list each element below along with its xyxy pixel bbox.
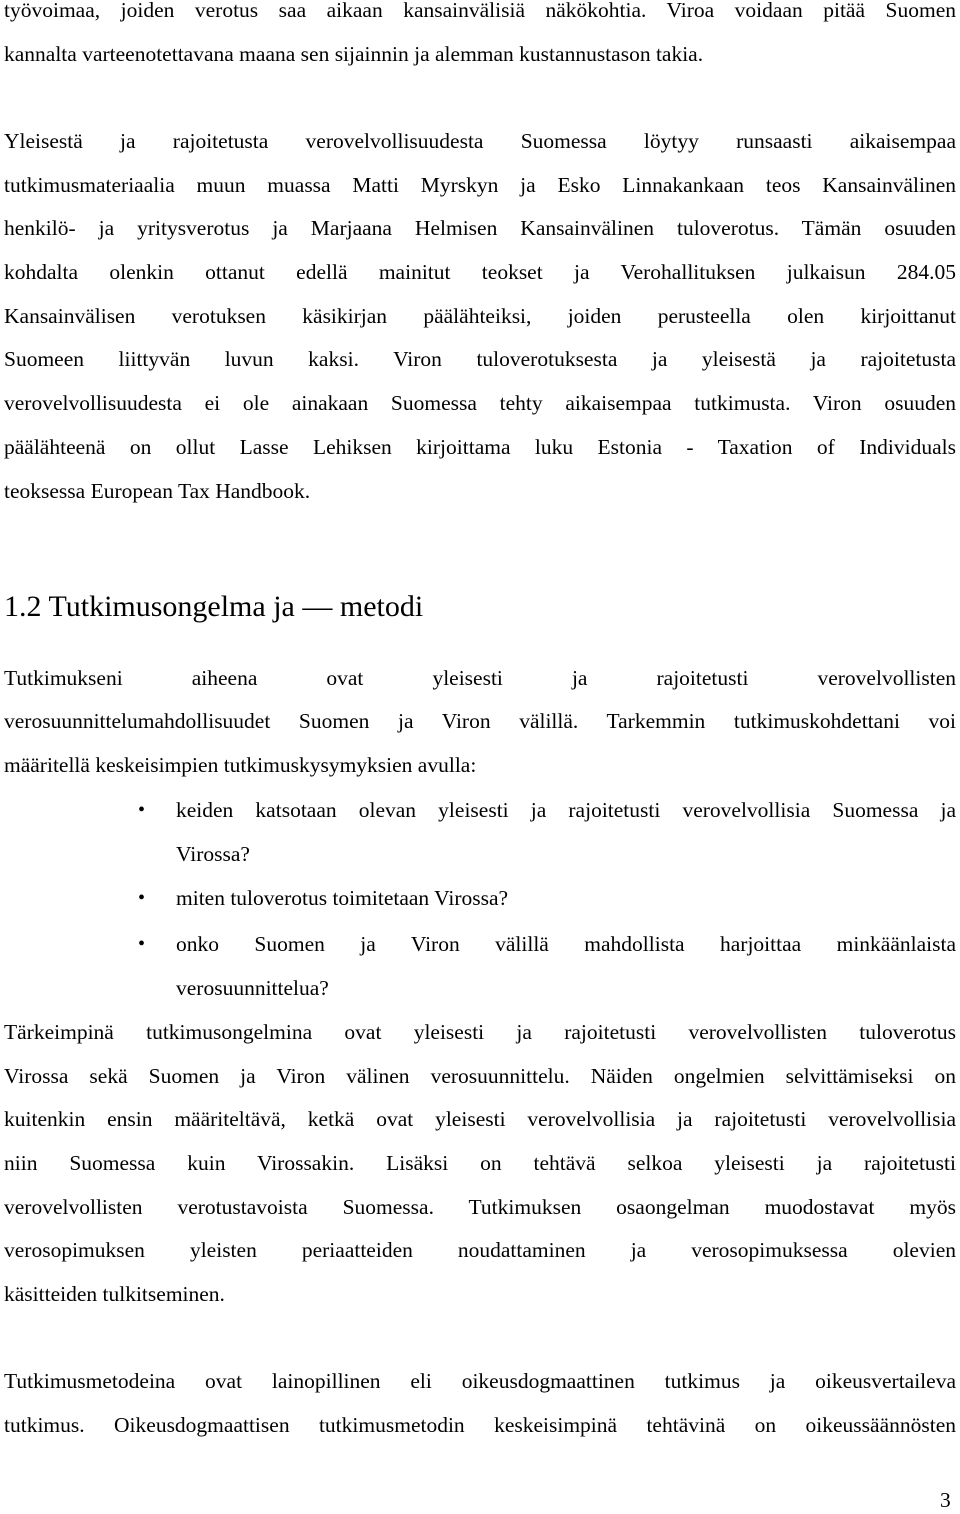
page-number: 3 — [940, 1488, 951, 1512]
sources-line-3: henkilö- ja yritysverotus ja Marjaana Helmisen Kansainvälinen tuloverotus. Tämän osuuden — [4, 216, 956, 240]
section-heading: 1.2 Tutkimusongelma ja — metodi — [4, 590, 424, 623]
sources-line-5: Kansainvälisen verotuksen käsikirjan päälähteiksi, joiden perusteella olen kirjoittanut — [4, 304, 956, 328]
problems-line-6: verosopimuksen yleisten periaatteiden noudattaminen ja verosopimuksessa olevien — [4, 1238, 956, 1262]
sources-line-1: Yleisestä ja rajoitetusta verovelvollisuudesta Suomessa löytyy runsaasti aikaisempaa — [4, 129, 956, 153]
sources-line-2: tutkimusmateriaalia muun muassa Matti Myrskyn ja Esko Linnakankaan teos Kansainvälinen — [4, 173, 956, 197]
sources-line-4: kohdalta olenkin ottanut edellä mainitut teokset ja Verohallituksen julkaisun 284.05 — [4, 260, 956, 284]
problems-line-3: kuitenkin ensin määriteltävä, ketkä ovat yleisesti verovelvollisia ja rajoitetusti verovelvollisia — [4, 1107, 956, 1131]
problems-line-4: niin Suomessa kuin Virossakin. Lisäksi on tehtävä selkoa yleisesti ja rajoitetusti — [4, 1151, 956, 1175]
bullet-icon: • — [138, 799, 146, 821]
problems-line-2: Virossa sekä Suomen ja Viron välinen verosuunnittelu. Näiden ongelmien selvittämiseksi on — [4, 1064, 956, 1088]
method-line-1: Tutkimusmetodeina ovat lainopillinen eli oikeusdogmaattinen tutkimus ja oikeusvertaileva — [4, 1369, 956, 1393]
sources-line-7: verovelvollisuudesta ei ole ainakaan Suomessa tehty aikaisempaa tutkimusta. Viron osuuden — [4, 391, 956, 415]
intro-line-2: kannalta varteenotettavana maana sen sijainnin ja alemman kustannustason takia. — [4, 42, 704, 66]
bullet-1-line-2: Virossa? — [176, 842, 250, 866]
method-line-2: tutkimus. Oikeusdogmaattisen tutkimusmetodin keskeisimpinä tehtävinä on oikeussäännösten — [4, 1413, 956, 1437]
problems-line-5: verovelvollisten verotustavoista Suomessa. Tutkimuksen osaongelman muodostavat myös — [4, 1195, 956, 1219]
intro-line-1: työvoimaa, joiden verotus saa aikaan kansainvälisiä näkökohtia. Viroa voidaan pitää Suomen — [4, 0, 956, 22]
sources-line-9: teoksessa European Tax Handbook. — [4, 479, 311, 503]
bullet-3-line-2: verosuunnittelua? — [176, 976, 329, 1000]
sources-line-6: Suomeen liittyvän luvun kaksi. Viron tuloverotuksesta ja yleisestä ja rajoitetusta — [4, 347, 956, 371]
problem-intro-line-1: Tutkimukseni aiheena ovat yleisesti ja rajoitetusti verovelvollisten — [4, 666, 956, 690]
problem-intro-line-2: verosuunnittelumahdollisuudet Suomen ja Viron välillä. Tarkemmin tutkimuskohdettani voi — [4, 709, 956, 733]
bullet-icon: • — [138, 933, 146, 955]
bullet-1-line-1: keiden katsotaan olevan yleisesti ja rajoitetusti verovelvollisia Suomessa ja — [176, 798, 956, 822]
problem-intro-line-3: määritellä keskeisimpien tutkimuskysymyksien avulla: — [4, 753, 477, 777]
bullet-2-line-1: miten tuloverotus toimitetaan Virossa? — [176, 886, 509, 910]
bullet-icon: • — [138, 887, 146, 909]
problems-line-1: Tärkeimpinä tutkimusongelmina ovat yleisesti ja rajoitetusti verovelvollisten tuloverotus — [4, 1020, 956, 1044]
problems-line-7: käsitteiden tulkitseminen. — [4, 1282, 225, 1306]
sources-line-8: päälähteenä on ollut Lasse Lehiksen kirjoittama luku Estonia - Taxation of Individuals — [4, 435, 956, 459]
bullet-3-line-1: onko Suomen ja Viron välillä mahdollista harjoittaa minkäänlaista — [176, 932, 956, 956]
